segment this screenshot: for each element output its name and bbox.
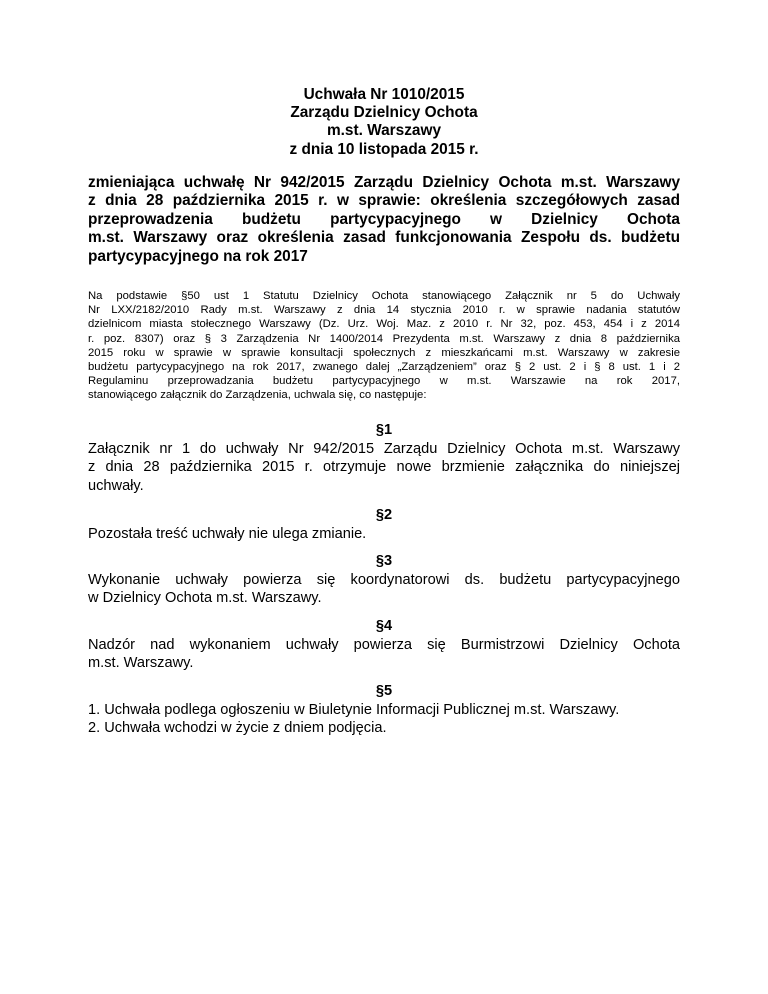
basis-line: Na podstawie §50 ust 1 Statutu Dzielnicy Ochota stanowiącego Załącznik nr 5 do Uchwały <box>88 290 680 302</box>
section-line: 1. Uchwała podlega ogłoszeniu w Biuletynie Informacji Publicznej m.st. Warszawy. <box>88 702 620 718</box>
basis-line: r. poz. 8307) oraz § 3 Zarządzenia Nr 1400/2014 Prezydenta m.st. Warszawy z dnia 8 października <box>88 332 680 345</box>
section-line: Załącznik nr 1 do uchwały Nr 942/2015 Zarządu Dzielnicy Ochota m.st. Warszawy <box>88 441 680 457</box>
section-4-body <box>88 636 680 673</box>
section-line: w Dzielnicy Ochota m.st. Warszawy. <box>88 590 322 607</box>
section-line: m.st. Warszawy. <box>88 655 194 672</box>
subject-line: partycypacyjnego na rok 2017 <box>88 247 308 265</box>
section-2-body <box>88 525 680 543</box>
section-5-title: §5 <box>375 683 393 699</box>
issuing-city: m.st. Warszawy <box>326 122 442 140</box>
section-line: z dnia 28 października 2015 r. otrzymuje nowe brzmienie załącznika do niniejszej <box>88 459 680 476</box>
section-line: Wykonanie uchwały powierza się koordynatorowi ds. budżetu partycypacyjnego <box>88 572 680 588</box>
resolution-date: z dnia 10 listopada 2015 r. <box>289 140 479 158</box>
basis-line: Regulaminu przeprowadzania budżetu partycypacyjnego w m.st. Warszawie na rok 2017, <box>88 375 680 388</box>
section-3-body <box>88 571 680 608</box>
section-2-title: §2 <box>375 507 393 523</box>
subject-line: m.st. Warszawy oraz określenia zasad funkcjonowania Zespołu ds. budżetu <box>88 229 680 247</box>
basis-line: budżetu partycypacyjnego na rok 2017, zwanego dalej „Zarządzeniem” oraz § 2 ust. 2 i § 8 ust. 1 i 2 <box>88 361 680 374</box>
section-line: Nadzór nad wykonaniem uchwały powierza się Burmistrzowi Dzielnicy Ochota <box>88 637 680 653</box>
issuing-body: Zarządu Dzielnicy Ochota <box>290 104 478 122</box>
section-line: 2. Uchwała wchodzi w życie z dniem podjęcia. <box>88 720 387 737</box>
subject-line: z dnia 28 października 2015 r. w sprawie: określenia szczegółowych zasad <box>88 192 680 210</box>
subject-line: zmieniająca uchwałę Nr 942/2015 Zarządu Dzielnicy Ochota m.st. Warszawy <box>88 174 680 191</box>
resolution-header <box>88 86 680 159</box>
section-3-title: §3 <box>375 553 393 569</box>
basis-line: dzielnicom miasta stołecznego Warszawy (Dz. Urz. Woj. Maz. z 2010 r. Nr 32, poz. 453, 454 i z 2014 <box>88 318 680 331</box>
section-1-title: §1 <box>375 422 393 438</box>
section-line: Pozostała treść uchwały nie ulega zmianie. <box>88 526 367 542</box>
section-5-body <box>88 701 680 738</box>
basis-line: Nr LXX/2182/2010 Rady m.st. Warszawy z dnia 14 stycznia 2010 r. w sprawie nadania statutów <box>88 304 680 317</box>
resolution-number: Uchwała Nr 1010/2015 <box>303 86 465 103</box>
basis-line: stanowiącego załącznik do Zarządzenia, uchwala się, co następuje: <box>88 389 427 402</box>
section-4-title: §4 <box>375 618 393 634</box>
section-line: uchwały. <box>88 477 144 494</box>
legal-basis <box>88 289 680 403</box>
basis-line: 2015 roku w sprawie w sprawie konsultacji społecznych z mieszkańcami m.st. Warszawy w zakresie <box>88 346 680 359</box>
resolution-subject <box>88 174 680 266</box>
subject-line: przeprowadzenia budżetu partycypacyjnego w Dzielnicy Ochota <box>88 210 680 228</box>
section-1-body <box>88 440 680 495</box>
